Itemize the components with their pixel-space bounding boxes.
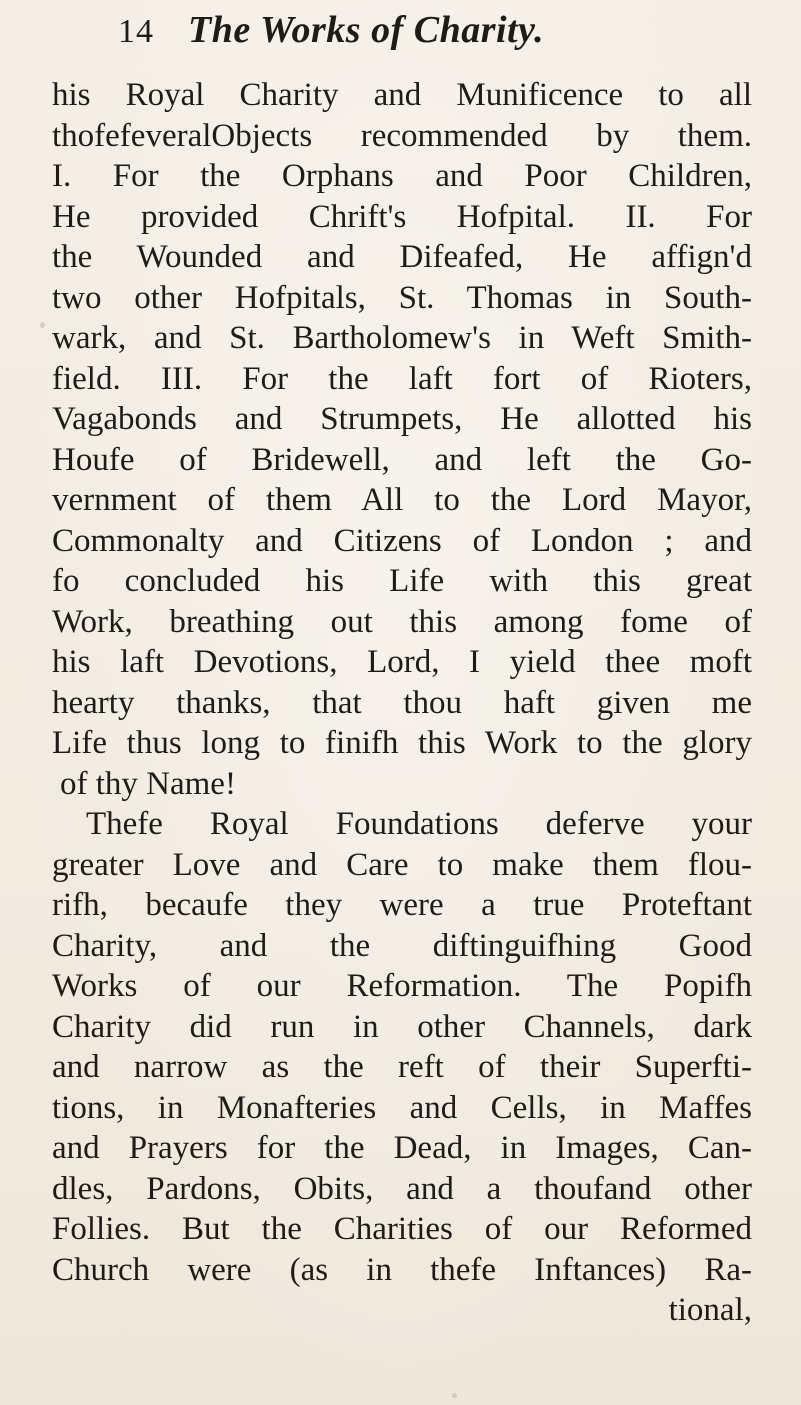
text-line: Charity, and the diftinguifhing Good	[52, 927, 752, 964]
text-line: Thefe Royal Foundations deferve your	[86, 806, 752, 842]
text-line: two other Hofpitals, St. Thomas in South-	[52, 279, 752, 316]
catchword-line: tional,	[668, 1292, 752, 1328]
text-line: and narrow as the reft of their Superfti-	[52, 1049, 752, 1085]
text-line: vernment of them All to the Lord Mayor,	[52, 482, 752, 518]
body-text	[52, 75, 752, 1331]
ink-smudge	[40, 322, 45, 328]
text-line: thofefeveralObjects recommended by them.	[52, 117, 752, 154]
text-line: He provided Chrift's Hofpital. II. For	[52, 198, 752, 235]
text-line: dles, Pardons, Obits, and a thoufand other	[52, 1170, 752, 1207]
text-line: rifh, becaufe they were a true Proteftant	[52, 887, 752, 923]
ink-smudge	[452, 1393, 457, 1398]
text-line: field. III. For the laft fort of Rioters,	[52, 360, 752, 397]
text-line: Charity did run in other Channels, dark	[52, 1008, 752, 1045]
text-line: tions, in Monafteries and Cells, in Maffes	[52, 1089, 752, 1126]
text-line: of thy Name!	[60, 765, 236, 802]
text-line: fo concluded his Life with this great	[52, 563, 752, 599]
running-title: The Works of Charity.	[188, 9, 545, 51]
text-line: Commonalty and Citizens of London ; and	[52, 522, 752, 559]
text-line: the Wounded and Difeafed, He affign'd	[52, 239, 752, 275]
text-line: Vagabonds and Strumpets, He allotted his	[52, 401, 752, 437]
text-line: his laft Devotions, Lord, I yield thee moft	[52, 644, 752, 680]
text-line: wark, and St. Bartholomew's in Weft Smith-	[52, 320, 752, 356]
text-line: Houfe of Bridewell, and left the Go-	[52, 441, 752, 478]
text-line: greater Love and Care to make them flou-	[52, 846, 752, 883]
text-line: Life thus long to finifh this Work to the glory	[52, 725, 752, 761]
text-line: Work, breathing out this among fome of	[52, 603, 752, 640]
text-line: Follies. But the Charities of our Reformed	[52, 1211, 752, 1247]
text-line: Works of our Reformation. The Popifh	[52, 968, 752, 1004]
text-line: Church were (as in thefe Inftances) Ra-	[52, 1251, 752, 1288]
page-number: 14	[118, 13, 154, 50]
text-line: and Prayers for the Dead, in Images, Can-	[52, 1130, 752, 1166]
text-line: I. For the Orphans and Poor Children,	[52, 158, 752, 194]
text-line: his Royal Charity and Munificence to all	[52, 77, 752, 113]
text-line: hearty thanks, that thou haft given me	[52, 684, 752, 721]
page-header	[118, 8, 738, 68]
